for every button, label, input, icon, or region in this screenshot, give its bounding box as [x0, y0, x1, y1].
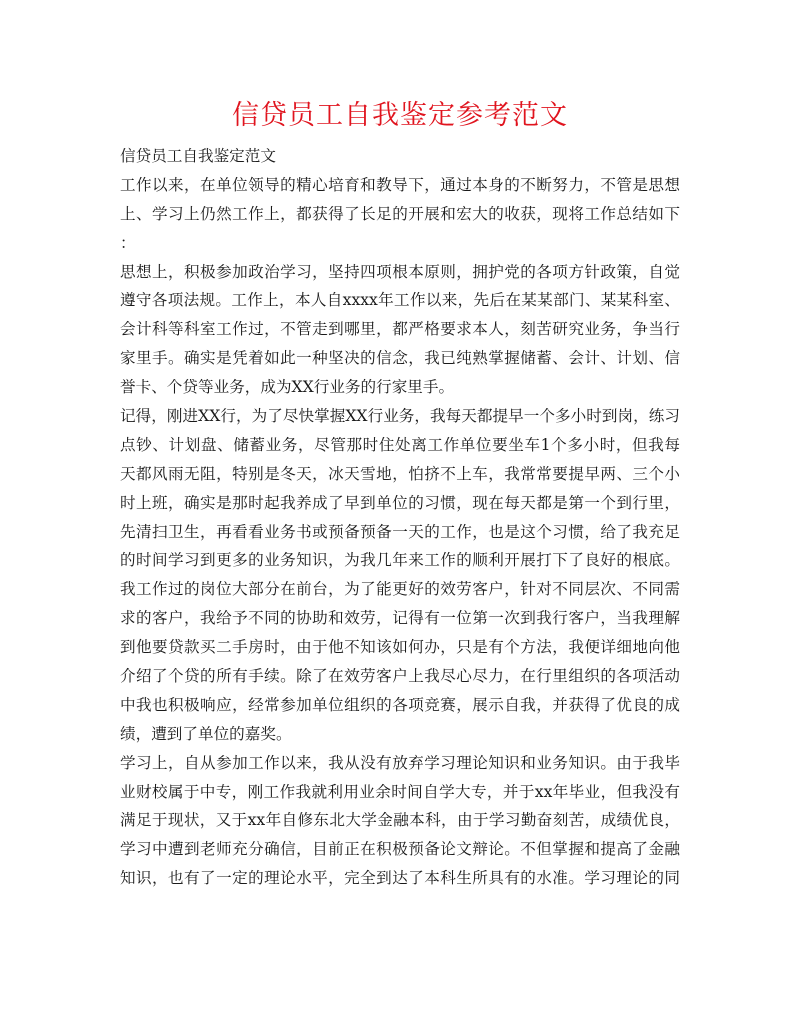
text-line: 学习上，自从参加工作以来，我从没有放弃学习理论知识和业务知识。由于我毕: [120, 753, 680, 772]
document-title: 信贷员工自我鉴定参考范文: [232, 100, 568, 131]
text-line: 知识，也有了一定的理论水平，完全到达了本科生所具有的水准。学习理论的同: [120, 869, 680, 888]
text-line: 求的客户，我给予不同的协助和效劳，记得有一位第一次到我行客户，当我理解: [120, 609, 680, 628]
text-line: 介绍了个贷的所有手续。除了在效劳客户上我尽心尽力，在行里组织的各项活动: [120, 667, 680, 686]
text-line: 时上班，确实是那时起我养成了早到单位的习惯，现在每天都是第一个到行里，: [120, 493, 680, 512]
text-line: 绩，遭到了单位的嘉奖。: [120, 724, 292, 743]
text-line: 学习中遭到老师充分确信，目前正在积极预备论文辩论。不但掌握和提高了金融: [120, 840, 680, 859]
text-line: 先清扫卫生，再看看业务书或预备预备一天的工作，也是这个习惯，给了我充足: [120, 522, 680, 541]
text-line: 工作以来，在单位领导的精心培育和教导下，通过本身的不断努力，不管是思想: [120, 175, 680, 194]
text-line: 满足于现状，又于xx年自修东北大学金融本科，由于学习勤奋刻苦，成绩优良，: [120, 811, 680, 830]
text-line: 中我也积极响应，经常参加单位组织的各项竞赛，展示自我，并获得了优良的成: [120, 695, 680, 714]
text-line: 记得，刚进XX行，为了尽快掌握XX行业务，我每天都提早一个多小时到岗，练习: [120, 407, 680, 426]
text-line: 天都风雨无阻，特别是冬天，冰天雪地，怕挤不上车，我常常要提早两、三个小: [120, 464, 680, 483]
text-line: 上、学习上仍然工作上，都获得了长足的开展和宏大的收获，现将工作总结如下: [120, 204, 680, 223]
text-line: 会计科等科室工作过，不管走到哪里，都严格要求本人，刻苦研究业务，争当行: [120, 320, 680, 339]
text-line: 点钞、计划盘、储蓄业务，尽管那时住处离工作单位要坐车1个多小时，但我每: [120, 435, 680, 454]
text-line: 遵守各项法规。工作上，本人自xxxx年工作以来，先后在某某部门、某某科室、: [120, 291, 680, 310]
text-line: 家里手。确实是凭着如此一种坚决的信念，我已纯熟掌握储蓄、会计、计划、信: [120, 349, 680, 368]
text-line: 业财校属于中专，刚工作我就利用业余时间自学大专，并于xx年毕业，但我没有: [120, 782, 680, 801]
text-line: 到他要贷款买二手房时，由于他不知该如何办，只是有个方法，我便详细地向他: [120, 638, 680, 657]
text-line: 信贷员工自我鉴定范文: [120, 147, 276, 165]
text-line: 我工作过的岗位大部分在前台，为了能更好的效劳客户，针对不同层次、不同需: [120, 580, 680, 599]
text-line: 的时间学习到更多的业务知识，为我几年来工作的顺利开展打下了良好的根底。: [120, 551, 680, 570]
text-line: 誉卡、个贷等业务，成为XX行业务的行家里手。: [120, 378, 455, 397]
text-line: ：: [120, 233, 136, 252]
document-body: [120, 142, 680, 893]
text-line: 思想上，积极参加政治学习，坚持四项根本原则，拥护党的各项方针政策，自觉: [120, 262, 680, 281]
